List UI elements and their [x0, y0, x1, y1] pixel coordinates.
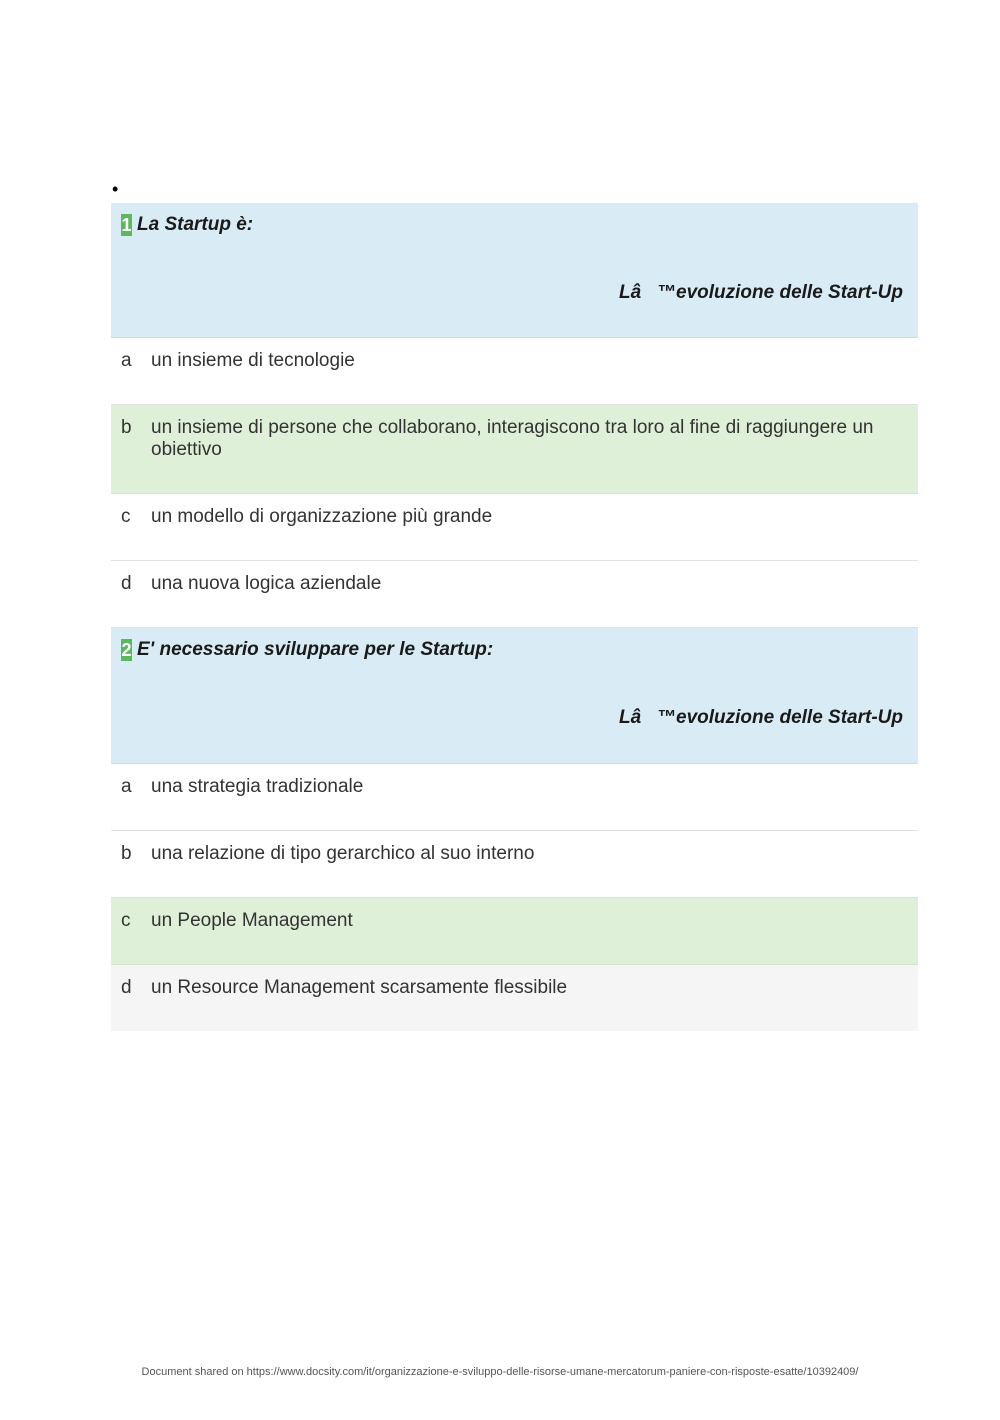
answer-letter: c — [121, 506, 131, 527]
question-topic: Lâ ™evoluzione delle Start-Up — [619, 282, 903, 303]
answer-letter: c — [121, 910, 131, 931]
answer-letter: a — [121, 350, 132, 371]
question-2-title — [121, 639, 493, 661]
answer-option-b[interactable] — [111, 831, 918, 898]
question-text: La Startup è: — [137, 214, 254, 235]
question-2-header — [111, 628, 918, 764]
answer-text: un modello di organizzazione più grande — [151, 506, 493, 527]
question-topic: Lâ ™evoluzione delle Start-Up — [619, 707, 903, 728]
answer-option-b-correct[interactable] — [111, 405, 918, 494]
answer-option-c[interactable] — [111, 494, 918, 561]
bullet-mark: • — [112, 179, 119, 199]
answer-text: un Resource Management scarsamente flessibile — [151, 977, 568, 998]
question-number-badge: 2 — [121, 640, 132, 660]
answer-option-a[interactable] — [111, 338, 918, 405]
answer-text: una nuova logica aziendale — [151, 573, 382, 594]
question-1-header — [111, 203, 918, 338]
answer-option-d[interactable] — [111, 561, 918, 628]
answer-option-c-correct[interactable] — [111, 898, 918, 965]
answer-option-d[interactable] — [111, 965, 918, 1031]
answer-text: un People Management — [151, 910, 353, 931]
question-number-badge: 1 — [121, 215, 132, 235]
answer-text: un insieme di tecnologie — [151, 350, 355, 371]
answer-text: un insieme di persone che collaborano, interagiscono tra loro al fine di raggiungere un obiettivo — [151, 417, 874, 460]
answer-option-a[interactable] — [111, 764, 918, 831]
answer-letter: a — [121, 776, 132, 797]
quiz-container — [111, 203, 918, 1031]
answer-letter: b — [121, 843, 132, 864]
document-footer: Document shared on https://www.docsity.com/it/organizzazione-e-sviluppo-delle-risorse-umane-mercatorum-paniere-con-risposte-esatte/10392409/ — [141, 1366, 859, 1378]
question-1-title — [121, 214, 253, 236]
answer-letter: b — [121, 417, 132, 438]
answer-text: una relazione di tipo gerarchico al suo interno — [151, 843, 535, 864]
answer-letter: d — [121, 573, 132, 594]
answer-letter: d — [121, 977, 132, 998]
question-text: E' necessario sviluppare per le Startup: — [137, 639, 494, 660]
answer-text: una strategia tradizionale — [151, 776, 364, 797]
